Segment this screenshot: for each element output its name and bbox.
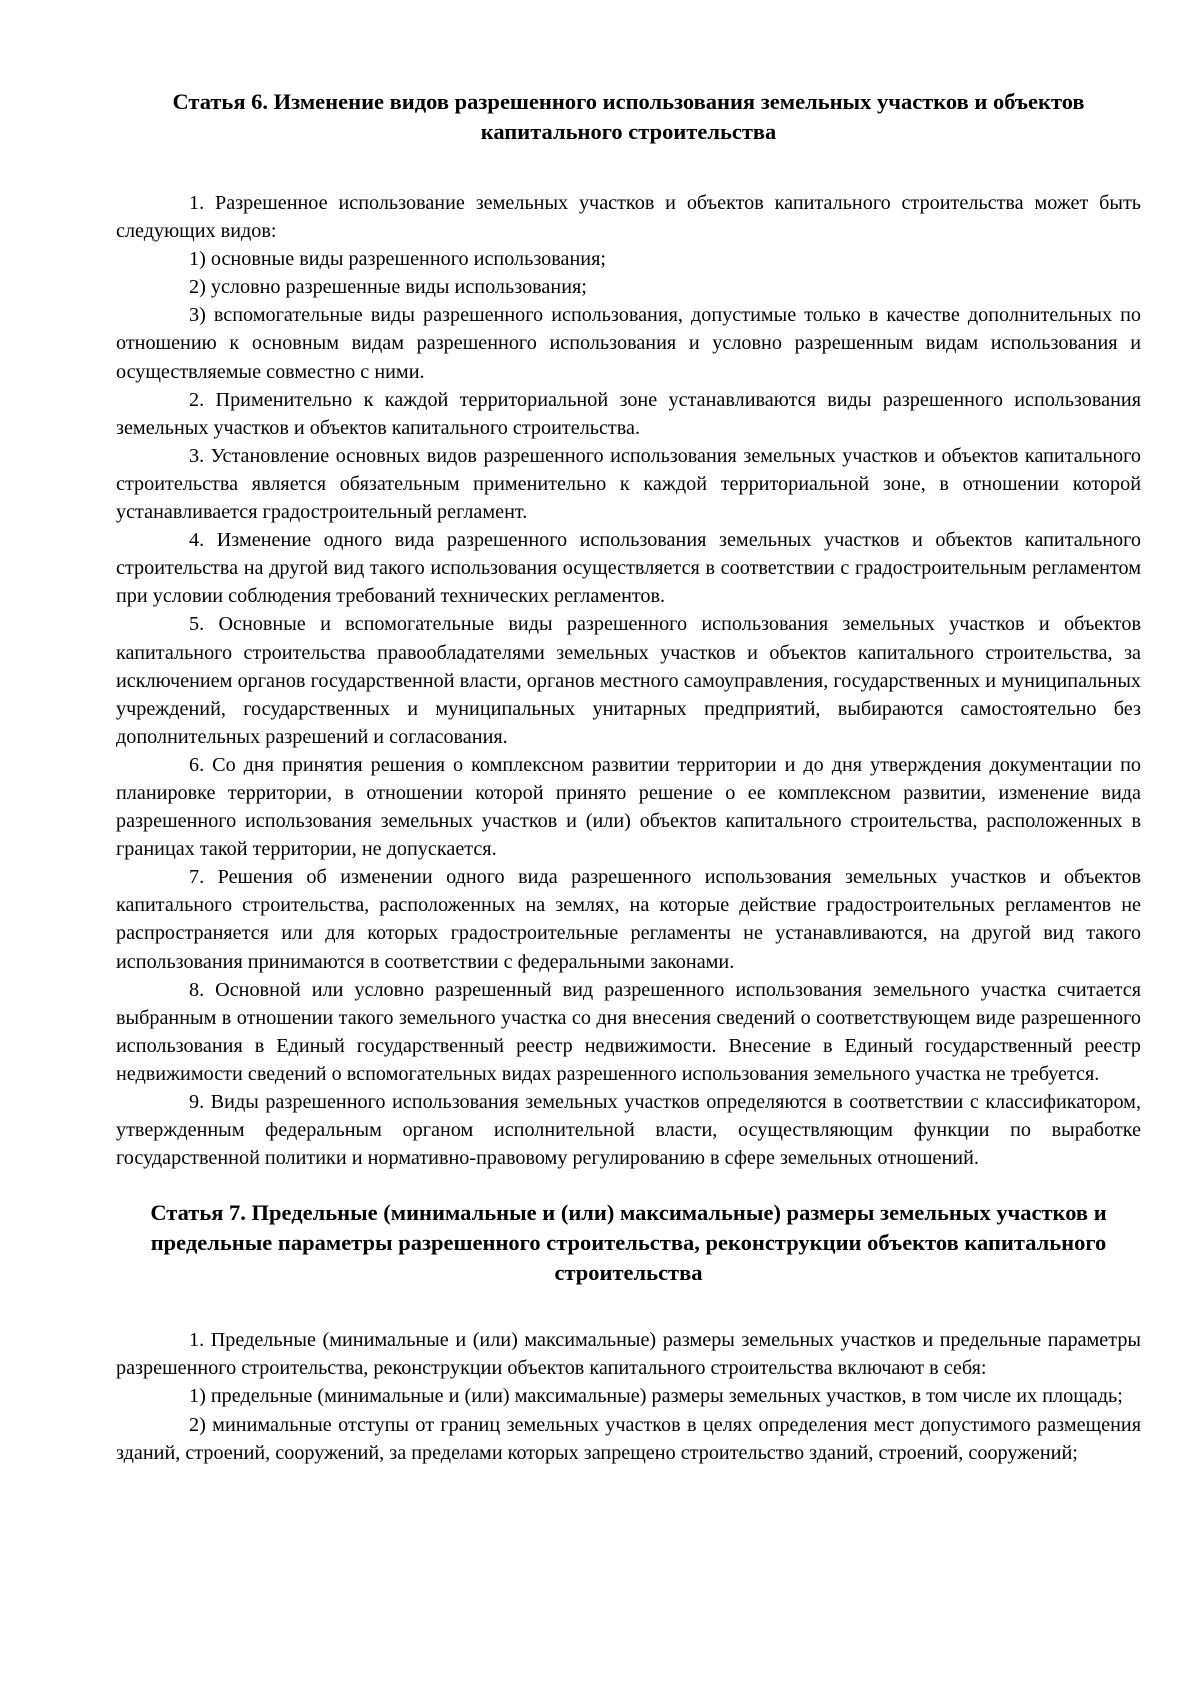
article-6-paragraph: 1) основные виды разрешенного использования; — [189, 248, 606, 271]
article-6-paragraph: 4. Изменение одного вида разрешенного использования земельных участков и объектов капитального строительства на другой вид такого использования осуществляется в соответствии с градостроительным регламентом при условии соблюдения требований технических регламентов. — [116, 529, 1141, 608]
article-7-paragraph: 1. Предельные (минимальные и (или) максимальные) размеры земельных участков и предельные параметры разрешенного строительства, реконструкции объектов капитального строительства включают в себя: — [116, 1329, 1141, 1380]
article-7-paragraph: 2) минимальные отступы от границ земельных участков в целях определения мест допустимого размещения зданий, строений, сооружений, за пределами которых запрещено строительство зданий, строений, сооружений; — [116, 1413, 1141, 1464]
article-6 — [116, 87, 1141, 1172]
article-6-paragraph: 1. Разрешенное использование земельных участков и объектов капитального строительства может быть следующих видов: — [116, 192, 1141, 243]
article-6-paragraph: 3) вспомогательные виды разрешенного использования, допустимые только в качестве дополнительных по отношению к основным видам разрешенного использования и условно разрешенным видам использования и осуществляемые совместно с ними. — [116, 304, 1141, 383]
article-6-paragraph: 3. Установление основных видов разрешенного использования земельных участков и объектов капитального строительства является обязательным применительно к каждой территориальной зоне, в отношении которой устанавливается градостроительный регламент. — [116, 444, 1141, 524]
article-7-title: Статья 7. Предельные (минимальные и (или) максимальные) размеры земельных участков и предельные параметры разрешенного строительства, реконструкции объектов капитального строительства — [150, 1200, 1107, 1286]
article-6-paragraph: 2. Применительно к каждой территориальной зоне устанавливаются виды разрешенного использования земельных участков и объектов капитального строительства. — [116, 388, 1141, 439]
article-6-paragraph: 2) условно разрешенные виды использования; — [189, 276, 587, 299]
article-6-paragraph: 6. Со дня принятия решения о комплексном развитии территории и до дня утверждения документации по планировке территории, в отношении которой принято решение о ее комплексном развитии, изменение вида разрешенного использования земельных участков и (или) объектов капитального строительства, расположенных в границах такой территории, не допускается. — [116, 753, 1141, 861]
article-6-paragraph: 5. Основные и вспомогательные виды разрешенного использования земельных участков и объектов капитального строительства правообладателями земельных участков и объектов капитального строительства, за исключением органов государственной власти, органов местного самоуправления, государственных и муниципальных учреждений, государственных и муниципальных унитарных предприятий, выбираются самостоятельно без дополнительных разрешений и согласования. — [116, 613, 1141, 748]
article-7 — [116, 1198, 1141, 1466]
article-6-title: Статья 6. Изменение видов разрешенного использования земельных участков и объектов капитального строительства — [172, 89, 1085, 144]
article-6-paragraph: 9. Виды разрешенного использования земельных участков определяются в соответствии с классификатором, утвержденным федеральным органом исполнительной власти, осуществляющим функции по выработке государственной политики и нормативно-правовому регулированию в сфере земельных отношений. — [116, 1091, 1141, 1170]
article-6-paragraph: 8. Основной или условно разрешенный вид разрешенного использования земельного участка считается выбранным в отношении такого земельного участка со дня внесения сведений о соответствующем виде разрешенного использования в Единый государственный реестр недвижимости. Внесение в Единый государственный реестр недвижимости сведений о вспомогательных видах разрешенного использования земельного участка не требуется. — [116, 978, 1141, 1085]
document-page — [116, 80, 1141, 1467]
article-6-paragraph: 7. Решения об изменении одного вида разрешенного использования земельных участков и объектов капитального строительства, расположенных на землях, на которые действие градостроительных регламентов не распространяется или для которых градостроительные регламенты не устанавливаются, на другой вид такого использования принимаются в соответствии с федеральными законами. — [116, 866, 1141, 973]
article-7-paragraph: 1) предельные (минимальные и (или) максимальные) размеры земельных участков, в том числе их площадь; — [189, 1385, 1123, 1408]
